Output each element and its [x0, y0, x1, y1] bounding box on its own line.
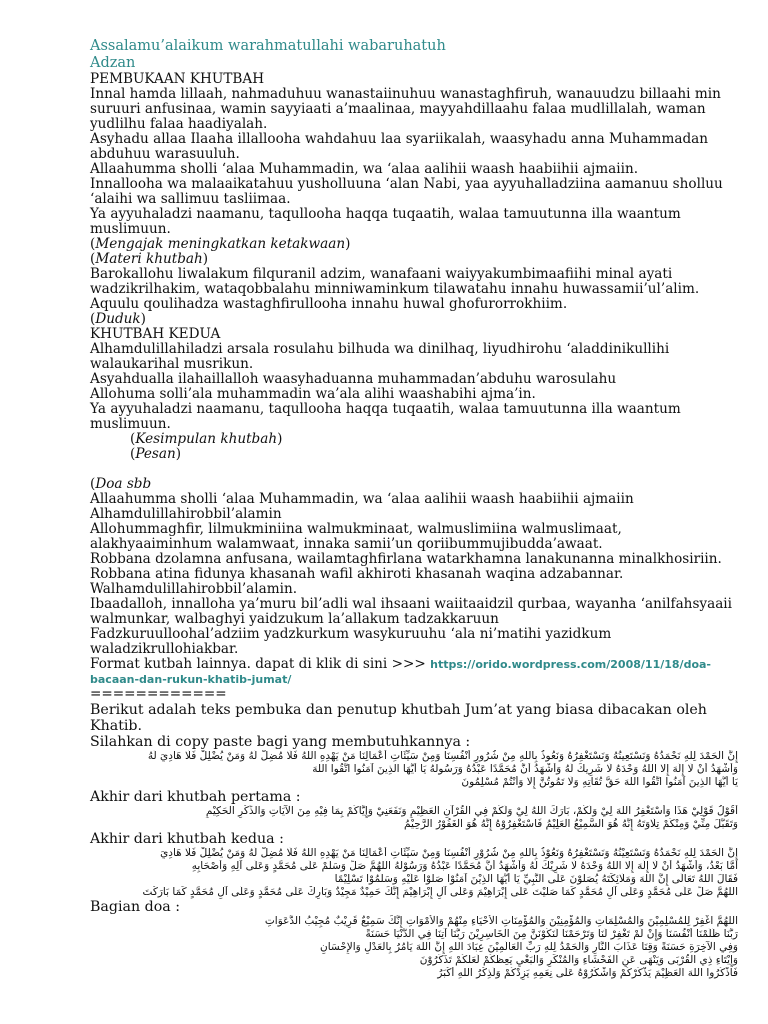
- arabic-line: رَبَّنَا ظَلَمْنَا أَنْفُسَنَا وَإِنْ لَمْ تَغْفِرْ لَنَا وَتَرْحَمْنَا لَنَكُوْنَنَّ مِنَ الْخَاسِرِيْنَ رَبَّنَا آتِنَا فِي الدُّنْيَا حَسَنَةً: [365, 928, 738, 940]
- note: (Mengajak meningkatkan ketakwaan): [90, 236, 351, 252]
- note-text: Kesimpulan khutbah: [135, 431, 278, 447]
- note-text: Materi khutbah: [95, 251, 203, 267]
- note: (Pesan): [130, 446, 182, 462]
- section-title-second: KHUTBAH KEDUA: [90, 326, 221, 342]
- paragraph: Allohuma solli’ala muhammadin wa’ala alihi waashabihi ajma’in.: [90, 386, 536, 402]
- arabic-line: فَقَالَ اللهُ تَعَالَى إِنَّ اللهَ وَمَلَائِكَتَهُ يُصَلُّوْنَ عَلَى النَّبِيِّ يَا أَيُّهَا الَّذِيْنَ آمَنُوْا صَلُّوْا عَلَيْهِ وَسَلِّمُوْا تَسْلِيْمًا: [334, 873, 738, 885]
- arabic-line: اللَّهُمَّ صَلِّ عَلَى مُحَمَّدٍ وَعَلَى آلِ مُحَمَّدٍ كَمَا صَلَّيْتَ عَلَى إِبْرَاهِيْمَ وَعَلَى آلِ إِبْرَاهِيْمَ إِنَّكَ حَمِيْدٌ مَجِيْدٌ وَبَارِكْ عَلَى مُحَمَّدٍ وَعَلَى آلِ مُحَمَّدٍ كَمَا بَارَكْتَ: [142, 886, 738, 898]
- paragraph: Asyahdualla ilahaillalloh waasyhaduanna muhammadan’abduhu warosulahu: [90, 371, 617, 387]
- note: (Materi khutbah): [90, 251, 209, 267]
- note-text: Pesan: [135, 446, 176, 462]
- paragraph: Aquulu qoulihadza wastaghfirullooha innahu huwal ghofurorrokhiim.: [90, 296, 568, 312]
- arabic-line: وَإِيْتَاءِ ذِي الْقُرْبَى وَيَنْهَى عَنِ الْفَحْشَاءِ وَالْمُنْكَرِ وَالْبَغْيِ يَعِظُكُمْ لَعَلَّكُمْ تَذَكَّرُوْنَ: [419, 954, 738, 966]
- arabic-line: اللَّهُمَّ اغْفِرْ لِلْمُسْلِمِيْنَ وَالْمُسْلِمَاتِ وَالْمُؤْمِنِيْنَ وَالْمُؤْمِنَاتِ الْأَحْيَاءِ مِنْهُمْ وَالْأَمْوَاتِ إِنَّكَ سَمِيْعٌ قَرِيْبٌ مُجِيْبُ الدَّعَوَاتِ: [264, 915, 738, 927]
- paragraph: Robbana dzolamna anfusana, wailamtaghfirlana watarkhamna lanakunanna minalkhosiriin.: [90, 551, 722, 567]
- arabic-line: أَقُوْلُ قَوْلِيْ هَذَا وَأَسْتَغْفِرُ اللهَ لِيْ وَلَكُمْ، بَارَكَ اللهُ لِيْ وَلَكُمْ فِي الْقُرْآنِ الْعَظِيْمِ وَنَفَعَنِيْ وَإِيَّاكُمْ بِمَا فِيْهِ مِنَ الْآيَاتِ وَالذِّكْرِ الْحَكِيْمِ: [205, 805, 738, 817]
- arabic-line: وَتَقَبَّلَ مِنِّيْ وَمِنْكُمْ تِلَاوَتَهُ إِنَّهُ هُوَ السَّمِيْعُ الْعَلِيْمُ فَاسْتَغْفِرُوْهُ إِنَّهُ هُوَ الْغَفُوْرُ الرَّحِيْمُ: [404, 818, 738, 830]
- note: (Doa sbb: [90, 476, 152, 492]
- paragraph: Asyhadu allaa Ilaaha illallooha wahdahuu laa syariikalah, waasyhadu anna Muhammadan abduhuu warasuuluh.: [90, 131, 709, 162]
- paragraph: Innallooha wa malaaikatahuu yusholluuna ‘alan Nabi, yaa ayyuhalladziina aamanuu sholluu ‘alaihi wa sallimuu tasliimaa.: [90, 176, 723, 207]
- end-second-heading: Akhir dari khutbah kedua :: [90, 831, 284, 847]
- doa-heading: Bagian doa :: [90, 899, 180, 915]
- orido-link[interactable]: https://orido.wordpress.com/2008/11/18/doa-: [430, 658, 711, 671]
- format-text: Format kutbah lainnya. dapat di klik di sini >>>: [90, 656, 426, 672]
- arabic-line: يَا أَيُّهَا الَّذِينَ آمَنُوا اتَّقُوا اللَّهَ حَقَّ تُقَاتِهِ وَلَا تَمُوتُنَّ إِلَّا وَأَنْتُمْ مُسْلِمُونَ: [461, 776, 738, 788]
- orido-link-continued[interactable]: bacaan-dan-rukun-khatib-jumat/: [90, 673, 292, 686]
- arabic-line: إِنَّ الْحَمْدَ لِلَّهِ نَحْمَدُهُ وَنَسْتَعِينُهُ وَنَسْتَغْفِرُهُ وَنَعُوذُ بِاللَّهِ مِنْ شُرُورِ أَنْفُسِنَا وَمِنْ سَيِّئَاتِ أَعْمَالِنَا مَنْ يَهْدِهِ اللَّهُ فَلَا مُضِلَّ لَهُ وَمَنْ يُضْلِلْ فَلَا هَادِيَ لَهُ: [147, 750, 738, 762]
- arabic-line: وَأَشْهَدُ أَنْ لَا إِلَهَ إِلَّا اللَّهُ وَحْدَهُ لَا شَرِيكَ لَهُ وَأَشْهَدُ أَنَّ مُحَمَّدًا عَبْدُهُ وَرَسُولُهُ يَا أَيُّهَا الَّذِينَ آمَنُوا اتَّقُوا اللَّهَ: [312, 763, 738, 775]
- note-text: Duduk: [95, 311, 141, 327]
- note-text: Doa sbb: [95, 476, 152, 492]
- paragraph: Ibaadalloh, innalloha ya’muru bil’adli wal ihsaani waiitaaidzil qurbaa, wayanha ‘anilfahsyaaii walmunkar, walbaghyi yaidzukum la’allakum tadzakkaruun: [90, 596, 732, 627]
- link-line: [90, 672, 738, 687]
- paragraph: Barokallohu liwalakum filquranil adzim, wanafaani waiyyakumbimaafiihi minal ayati wadzikrilhakim, wataqobbalahu minniwaminkum tilawatahu innahu huwassamii’ul’alim.: [90, 266, 700, 297]
- arabic-line: إِنَّ الْحَمْدَ لِلَّهِ نَحْمَدُهُ وَنَسْتَعِيْنُهُ وَنَسْتَغْفِرُهُ وَنَعُوْذُ بِاللهِ مِنْ شُرُوْرِ أَنْفُسِنَا وَمِنْ سَيِّئَاتِ أَعْمَالِنَا مَنْ يَهْدِهِ اللهُ فَلَا مُضِلَّ لَهُ وَمَنْ يُضْلِلْ فَلَا هَادِيَ: [160, 847, 738, 859]
- paragraph: Ya ayyuhaladzi naamanu, taqullooha haqqa tuqaatih, walaa tamuutunna illa waantum muslimuun.: [90, 401, 681, 432]
- note: (Duduk): [90, 311, 146, 327]
- paragraph: Alhamdulillahiladzi arsala rosulahu bilhuda wa dinilhaq, liyudhirohu ‘aladdinikullihi walaukarihal musrikun.: [90, 341, 670, 372]
- paragraph: Allaahumma sholli ‘alaa Muhammadin, wa ‘alaa aalihii waash haabiihii ajmaiin: [90, 491, 634, 507]
- note-text: Mengajak meningkatkan ketakwaan: [95, 236, 346, 252]
- arabic-line: أَمَّا بَعْدُ، وَأَشْهَدُ أَنْ لَا إِلَهَ إِلَّا اللهُ وَحْدَهُ لَا شَرِيْكَ لَهُ وَأَشْهَدُ أَنَّ مُحَمَّدًا عَبْدُهُ وَرَسُوْلُهُ اللَّهُمَّ صَلِّ وَسَلِّمْ عَلَى مُحَمَّدٍ وَعَلَى آلِهِ وَأَصْحَابِهِ: [191, 860, 738, 872]
- spacer: [90, 462, 738, 477]
- paragraph: Walhamdulillahirobbil’alamin.: [90, 581, 298, 597]
- adzan-heading: Adzan: [90, 55, 136, 71]
- paragraph: Alhamdulillahirobbil’alamin: [90, 506, 282, 522]
- paragraph: Ya ayyuhaladzi naamanu, taqullooha haqqa tuqaatih, walaa tamuutunna illa waantum muslimuun.: [90, 206, 681, 237]
- paragraph: Fadzkuruulloohal’adziim yadzkurkum wasykuruuhu ‘ala ni’matihi yazidkum waladzikrullohiakbar.: [90, 626, 612, 657]
- paragraph: Allaahumma sholli ‘alaa Muhammadin, wa ‘alaa aalihii waash haabiihii ajmaiin.: [90, 161, 639, 177]
- paragraph: Allohummaghfir, lilmukminiina walmukminaat, walmuslimiina walmuslimaat, alakhyaaiminhum walamwaat, innaka samii’un qoriibummujibudda’awaat.: [90, 521, 622, 552]
- note: (Kesimpulan khutbah): [130, 431, 283, 447]
- instruction-text: Silahkan di copy paste bagi yang membutuhkannya :: [90, 734, 471, 750]
- intro-text: Berikut adalah teks pembuka dan penutup khutbah Jum’at yang biasa dibacakan oleh Khatib.: [90, 702, 707, 734]
- paragraph: Robbana atina fidunya khasanah wafil akhiroti khasanah waqina adzabannar.: [90, 566, 624, 582]
- arabic-line: وَفِي الْآخِرَةِ حَسَنَةً وَقِنَا عَذَابَ النَّارِ وَالْحَمْدُ لِلَّهِ رَبِّ الْعَالَمِيْنَ عِبَادَ اللهِ إِنَّ اللهَ يَأْمُرُ بِالْعَدْلِ وَالْإِحْسَانِ: [320, 941, 738, 953]
- paragraph: Innal hamda lillaah, nahmaduhuu wanastaiinuhuu wanastaghfiruh, wanauudzu billaahi min suruuri anfusinaa, wamin sayyiaati a’maalinaa, mayyahdillaahu falaa mudlillalah, waman yudlilhu falaa haadiyalah.: [90, 86, 721, 132]
- section-title-opening: PEMBUKAAN KHUTBAH: [90, 71, 265, 87]
- end-first-heading: Akhir dari khutbah pertama :: [90, 789, 301, 805]
- greeting: Assalamu’alaikum warahmatullahi wabaruhatuh: [90, 38, 446, 54]
- format-line: [90, 657, 738, 672]
- arabic-line: فَاذْكُرُوا اللهَ الْعَظِيْمَ يَذْكُرْكُمْ وَاشْكُرُوْهُ عَلَى نِعَمِهِ يَزِدْكُمْ وَلَذِكْرُ اللهِ أَكْبَرُ: [437, 967, 738, 979]
- separator: ============: [90, 686, 227, 702]
